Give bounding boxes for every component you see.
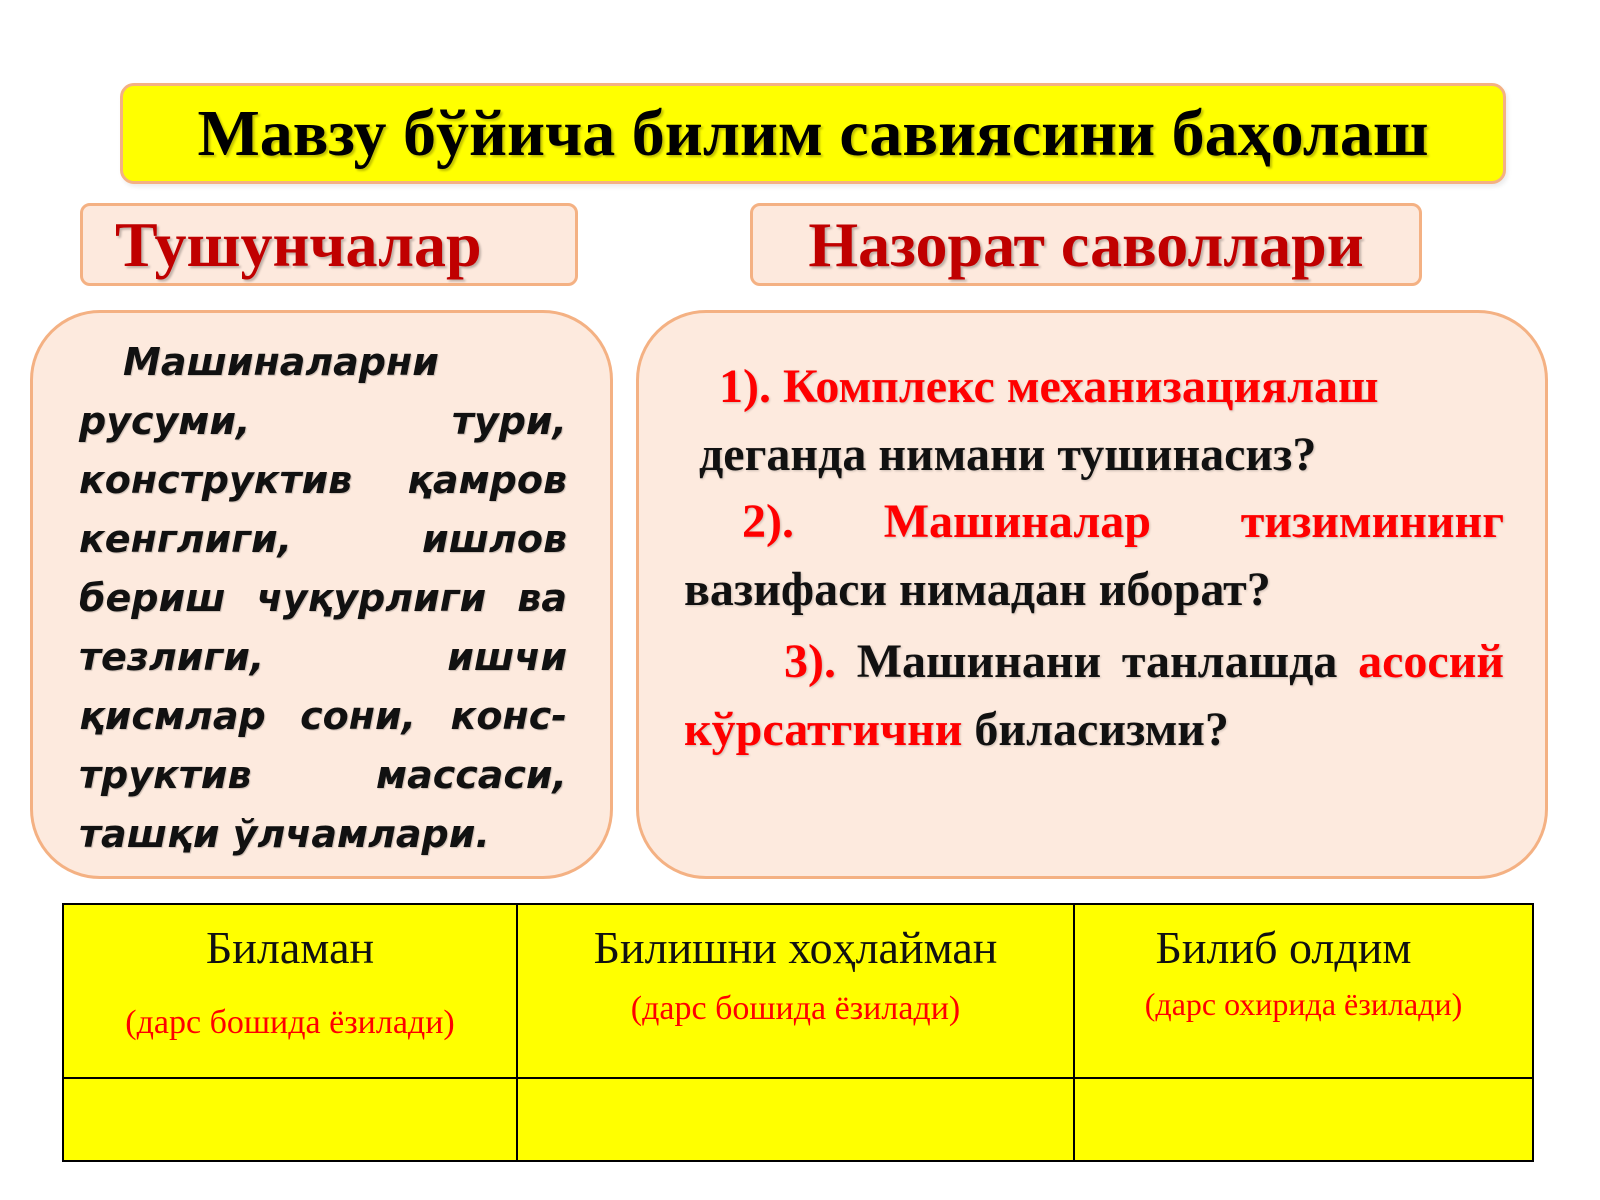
question-3-pre: Машинани танлашда: [856, 635, 1338, 688]
question-3: [684, 628, 1504, 764]
question-1: [699, 353, 1499, 489]
column-title: Билиб олдим: [1155, 922, 1412, 973]
question-1-rest: деганда нимани тушинасиз?: [699, 428, 1317, 481]
concepts-heading-box: [80, 203, 578, 286]
concepts-text: Машиналарни русуми, тури, конструктив қамров кенглиги, ишлов бериш чуқурлиги ва тезлиги, ишчи қисмлар сони, конс-труктив массаси, ташқи ўлчамлари.: [79, 340, 567, 856]
page-title: Мавзу бўйича билим савиясини баҳолаш: [197, 96, 1429, 170]
question-2-rest: вазифаси нимадан иборат?: [684, 563, 1271, 616]
column-title: Биламан: [205, 922, 375, 973]
question-3-number: 3).: [784, 635, 836, 688]
column-note: (дарс охирида ёзилади): [1144, 986, 1463, 1022]
title-banner: [120, 83, 1506, 184]
question-2-highlight: Машиналар тизимининг: [883, 495, 1504, 548]
kwl-column-learned: [1074, 904, 1533, 1078]
question-3-rest: биласизми?: [974, 703, 1229, 756]
question-3-highlight: асосий кўрсатгични: [684, 635, 1505, 756]
question-1-highlight: Комплекс механизациялаш: [782, 360, 1379, 413]
question-2: [684, 488, 1504, 624]
questions-heading-box: [750, 203, 1422, 286]
questions-panel: [636, 310, 1548, 879]
kwl-column-know: [63, 904, 517, 1078]
question-2-number: 2).: [742, 495, 794, 548]
kwl-header-row: [63, 904, 1533, 1078]
kwl-answer-row: [63, 1078, 1533, 1161]
column-note: (дарс бошида ёзилади): [630, 990, 961, 1027]
questions-heading: Назорат саволлари: [808, 208, 1364, 280]
question-1-number: 1).: [719, 360, 771, 413]
column-title: Билишни хоҳлайман: [593, 922, 998, 973]
column-note: (дарс бошида ёзилади): [125, 1004, 455, 1041]
kwl-answer-learned-cell[interactable]: [1074, 1078, 1533, 1161]
kwl-column-want: [517, 904, 1074, 1078]
concepts-panel: [30, 310, 613, 879]
kwl-answer-want-cell[interactable]: [517, 1078, 1074, 1161]
kwl-table: [62, 903, 1534, 1162]
concepts-heading: Тушунчалар: [115, 208, 482, 280]
kwl-answer-know-cell[interactable]: [63, 1078, 517, 1161]
